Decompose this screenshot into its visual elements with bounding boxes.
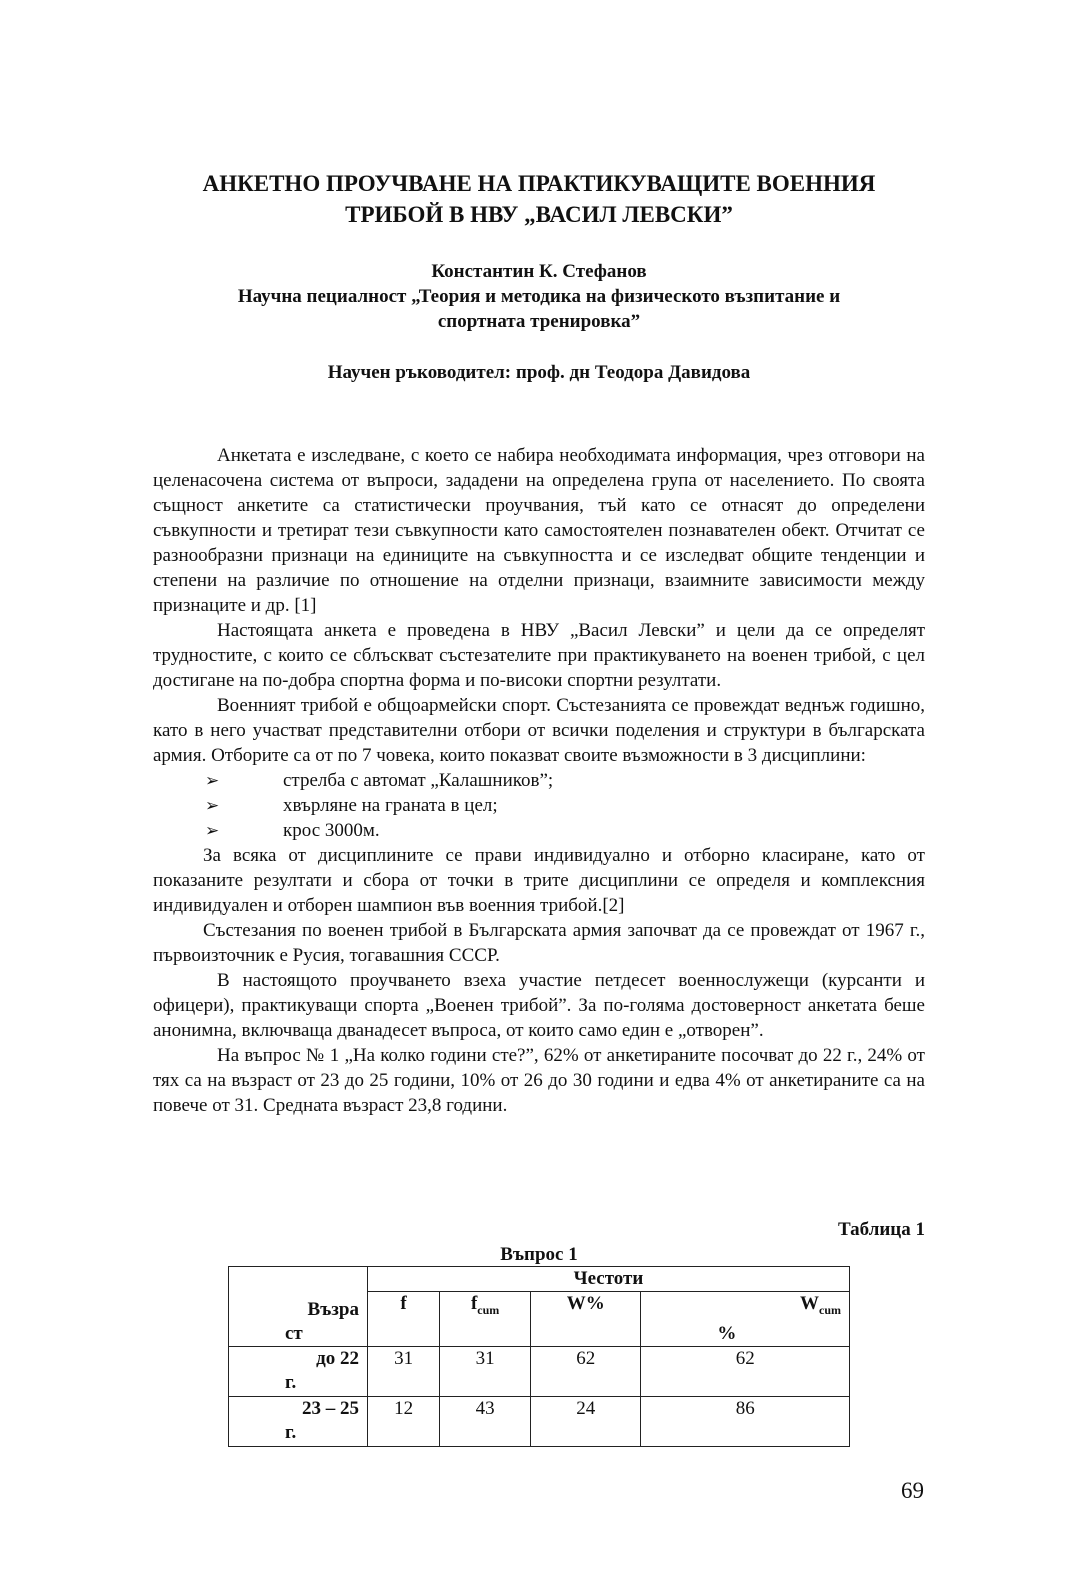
- paragraph-5: Състезания по военен трибой в Българската армия започват да се провеждат от 1967 г., първоизточник е Русия, тогавашния СССР.: [153, 920, 925, 966]
- frequencies-header: Честоти: [368, 1267, 850, 1292]
- specialty-line-2: спортната тренировка”: [437, 311, 641, 332]
- col-f-header: f: [368, 1292, 440, 1347]
- author-name: Константин К. Стефанов: [431, 261, 647, 282]
- table-row: [229, 1396, 850, 1446]
- col-w-header: W%: [531, 1292, 641, 1347]
- arrow-bullet-icon: ➢: [205, 796, 220, 815]
- cell-wcum: 86: [641, 1396, 850, 1446]
- title-line-1: АНКЕТНО ПРОУЧВАНЕ НА ПРАКТИКУВАЩИТЕ ВОЕННИЯ: [202, 171, 876, 196]
- col-wcum-header: $W_{cum}$ %: [641, 1292, 850, 1347]
- cell-w: 62: [531, 1346, 641, 1396]
- paragraph-6: В настоящото проучването взеха участие петдесет военнослужещи (курсанти и офицери), практикуващи спорта „Военен трибой”. За по-голяма достоверност анкетата беше анонимна, включваща дванадесет въпроса, от които само един е „отворен”.: [153, 970, 925, 1041]
- cell-f: 31: [368, 1346, 440, 1396]
- paragraph-2: Настоящата анкета е проведена в НВУ „Васил Левски” и цели да се определят трудностите, с които се сблъскват състезателите при практикуването на военен трибой, с цел достигане на по-добра спортна форма и по-високи спортни резултати.: [153, 620, 925, 691]
- paragraph-3: Военният трибой е общоармейски спорт. Състезанията се провеждат веднъж годишно, като в него участват представителни отбори от всички поделения и структури в българската армия. Отборите са от по 7 човека, които показват своите възможности в 3 дисциплини:: [153, 695, 925, 766]
- body-text: [153, 443, 925, 1118]
- table-row: [229, 1346, 850, 1396]
- discipline-list: [153, 768, 925, 843]
- list-item: ➢ хвърляне на граната в цел;: [205, 795, 498, 816]
- cell-wcum: 62: [641, 1346, 850, 1396]
- table-caption: Таблица 1: [837, 1219, 925, 1240]
- frequency-table: [228, 1266, 850, 1447]
- paragraph-7: На въпрос № 1 „На колко години сте?”, 62% от анкетираните посочват до 22 г., 24% от тях са на възраст от 23 до 25 години, 10% от 26 до 30 години и едва 4% от анкетираните са на повече от 31. Средната възраст 23,8 години.: [153, 1045, 925, 1116]
- arrow-bullet-icon: ➢: [205, 821, 220, 840]
- cell-w: 24: [531, 1396, 641, 1446]
- cell-f: 12: [368, 1396, 440, 1446]
- paper-title: [153, 168, 925, 230]
- specialty-line-1: Научна пециалност „Теория и методика на физическото възпитание и: [237, 286, 841, 307]
- table-header-row: [229, 1267, 850, 1292]
- age-header: Възра ст: [229, 1267, 368, 1347]
- cell-fcum: 43: [440, 1396, 531, 1446]
- paragraph-1: Анкетата е изследване, с което се набира необходимата информация, чрез отговори на целенасочена система от въпроси, зададени на определена група от населението. По своята същност анкетите са статистически проучвания, тъй като се отнасят до определени съвкупности и третират тези съвкупности като самостоятелен познавателен обект. Отчитат се разнообразни признаци на единиците на съвкупността и се изследват общите тенденции и степени на различие по отношение на отделни признаци, взаимните зависимости между признаците и др. [1]: [153, 445, 925, 616]
- page-number: 69: [901, 1478, 924, 1503]
- arrow-bullet-icon: ➢: [205, 771, 220, 790]
- row-label: до 22 г.: [229, 1346, 368, 1396]
- list-item: ➢ крос 3000м.: [205, 820, 380, 841]
- table-title: Въпрос 1: [500, 1244, 578, 1265]
- col-fcum-header: $f_{cum}$: [440, 1292, 531, 1347]
- supervisor: Научен ръководител: проф. дн Теодора Давидова: [327, 362, 751, 383]
- paragraph-4: За всяка от дисциплините се прави индивидуално и отборно класиране, като от показаните резултати и сбора от точки в трите дисциплини се определя и комплексния индивидуален и отборен шампион във военния трибой.[2]: [153, 845, 925, 916]
- row-label: 23 – 25 г.: [229, 1396, 368, 1446]
- title-line-2: ТРИБОЙ В НВУ „ВАСИЛ ЛЕВСКИ”: [345, 202, 733, 227]
- author-block: [153, 259, 925, 334]
- list-item: ➢ стрелба с автомат „Калашников”;: [205, 770, 554, 791]
- cell-fcum: 31: [440, 1346, 531, 1396]
